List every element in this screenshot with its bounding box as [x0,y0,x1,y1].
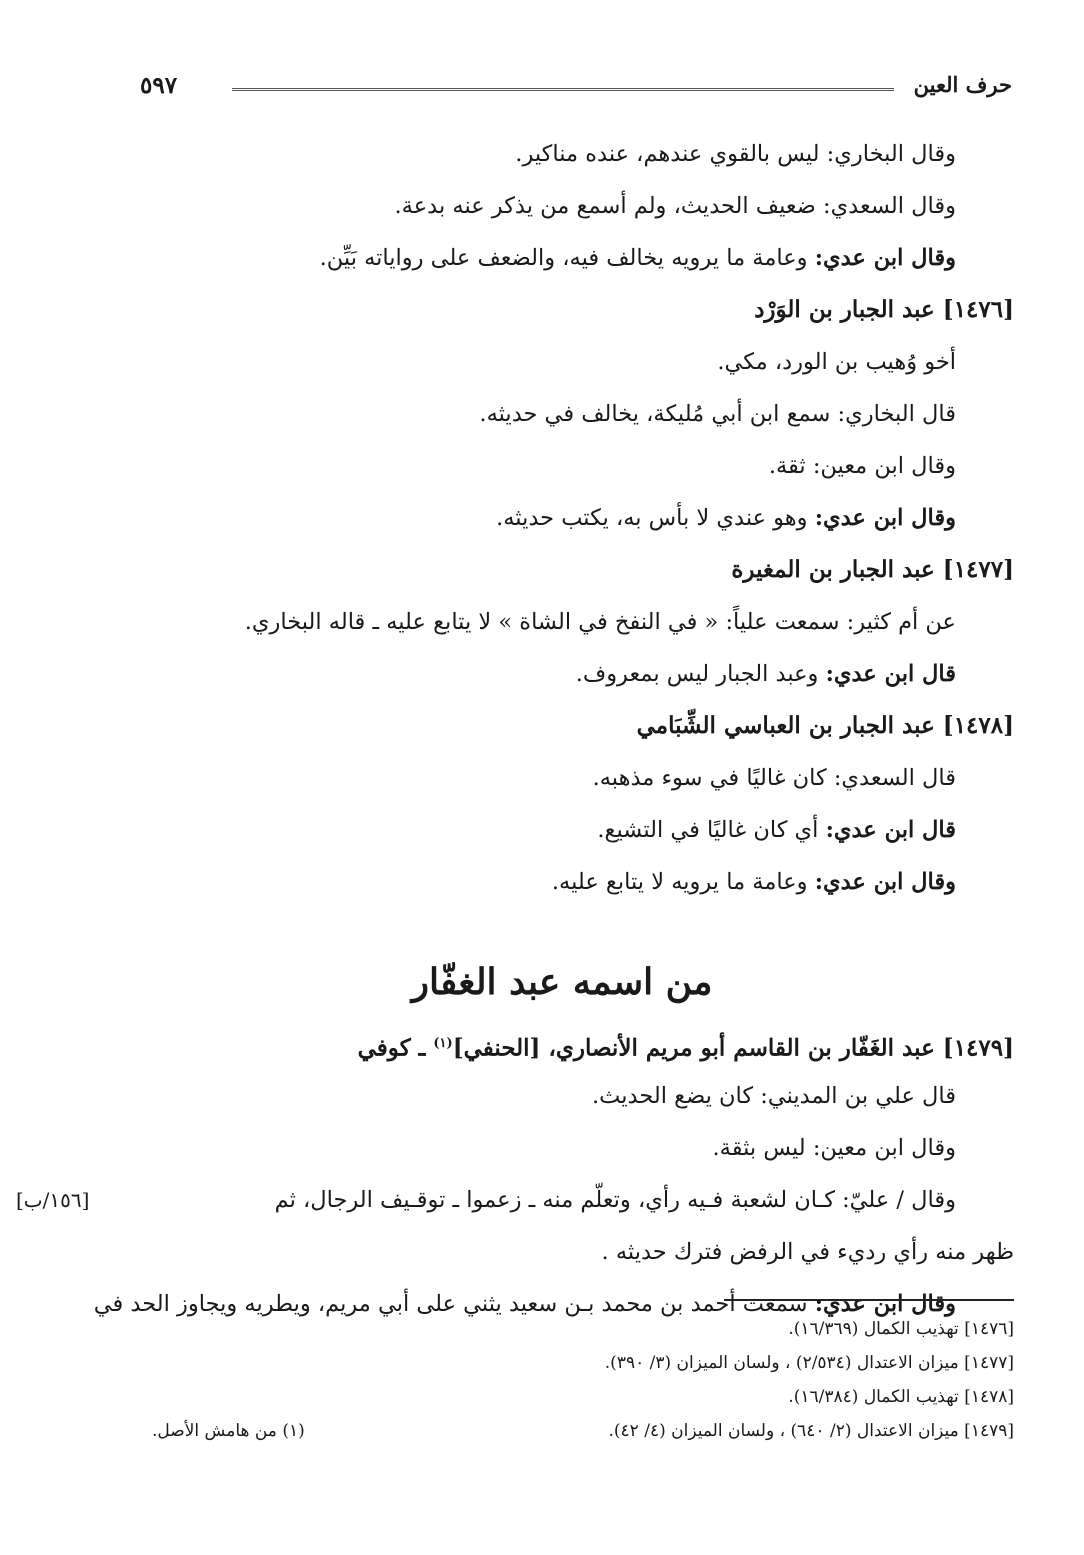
speaker-label: وقال ابن عدي: [814,505,956,531]
section-title: من اسمه عبد الغفّار [411,961,713,1003]
entry-heading-1476: [١٤٧٦] عبد الجبار بن الوَرْد [754,296,1014,323]
footnote-line: [١٤٧٨] تهذيب الكمال (١٦/٣٨٤). [788,1387,1014,1407]
speaker-label: وقال ابن عدي: [814,245,956,271]
footnote-line: [١٤٧٦] تهذيب الكمال (١٦/٣٦٩). [788,1319,1014,1339]
quote-text: سمعت أحمد بن محمد بـن سعيد يثني على أبي مريم، ويطريه ويجاوز الحد في [93,1291,815,1317]
text-line [80,232,1014,284]
entry-heading-1477: [١٤٧٧] عبد الجبار بن المغيرة [731,556,1014,583]
speaker-label: قال ابن عدي: [825,817,956,843]
entry-heading-text: [١٤٧٩] عبد الغَفّار بن القاسم أبو مريم الأنصاري، [الحنفي] [452,1034,1014,1062]
speaker-label: وقال ابن عدي: [814,869,956,895]
quote-text: وعامة ما يرويه لا يتابع عليه. [551,869,815,895]
footnote-line [80,1414,1014,1448]
margin-footnote: (١) من هامش الأصل. [152,1421,305,1441]
text-line: قال السعدي: كان غاليًا في سوء مذهبه. [592,765,956,791]
entry-heading-1479 [80,1018,1014,1070]
quote-text: وعبد الجبار ليس بمعروف. [575,661,826,687]
text-line [16,1174,1014,1226]
header-rule [232,88,894,91]
footnote-line: [١٤٧٧] ميزان الاعتدال (٢/٥٣٤) ، ولسان الميزان (٣/ ٣٩٠). [604,1353,1014,1373]
text-line: وقال ابن معين: ليس بثقة. [712,1135,956,1161]
text-line: وقال ابن معين: ثقة. [768,453,956,479]
footnote-marker: (١) [433,1036,453,1051]
footnote-text: [١٤٧٩] ميزان الاعتدال (٢/ ٦٤٠) ، ولسان الميزان (٤/ ٤٢). [608,1421,1014,1441]
quote-text: وهو عندي لا بأس به، يكتب حديثه. [496,505,815,531]
quote-text: وقال / عليّ: كـان لشعبة فـيه رأي، وتعلّم منه ـ زعموا ـ توقـيف الرجال، ثم [274,1187,956,1213]
page-header [140,72,1012,106]
entry-heading-tail: ـ كوفي [357,1034,434,1062]
quote-text: وعامة ما يرويه يخالف فيه، والضعف على رواياته بَيِّن. [319,245,815,271]
page-number: ٥٩٧ [140,72,178,99]
text-line: قال علي بن المديني: كان يضع الحديث. [592,1083,956,1109]
text-line [80,856,1014,908]
margin-folio-ref: [١٥٦/ب] [16,1188,90,1212]
text-line: عن أم كثير: سمعت علياً: « في النفخ في الشاة » لا يتابع عليه ـ قاله البخاري. [244,609,956,635]
text-line: أخو وُهيب بن الورد، مكي. [717,349,956,375]
footnote-rule [724,1299,1014,1301]
speaker-label: وقال ابن عدي: [814,1291,956,1317]
text-line: وقال السعدي: ضعيف الحديث، ولم أسمع من يذكر عنه بدعة. [394,193,956,219]
running-title: حرف العين [913,72,1012,97]
entry-heading-1478: [١٤٧٨] عبد الجبار بن العباسي الشِّبَامي [636,712,1014,739]
main-text [16,128,1014,1330]
spacer [80,908,1014,942]
text-line: قال البخاري: سمع ابن أبي مُليكة، يخالف في حديثه. [479,401,956,427]
text-line: ظهر منه رأي رديء في الرفض فترك حديثه . [601,1239,1014,1265]
footnotes [80,1312,1014,1448]
text-line [80,648,1014,700]
speaker-label: قال ابن عدي: [825,661,956,687]
quote-text: أي كان غاليًا في التشيع. [597,817,826,843]
text-line [80,804,1014,856]
text-line [80,492,1014,544]
text-line: وقال البخاري: ليس بالقوي عندهم، عنده مناكير. [515,141,956,167]
